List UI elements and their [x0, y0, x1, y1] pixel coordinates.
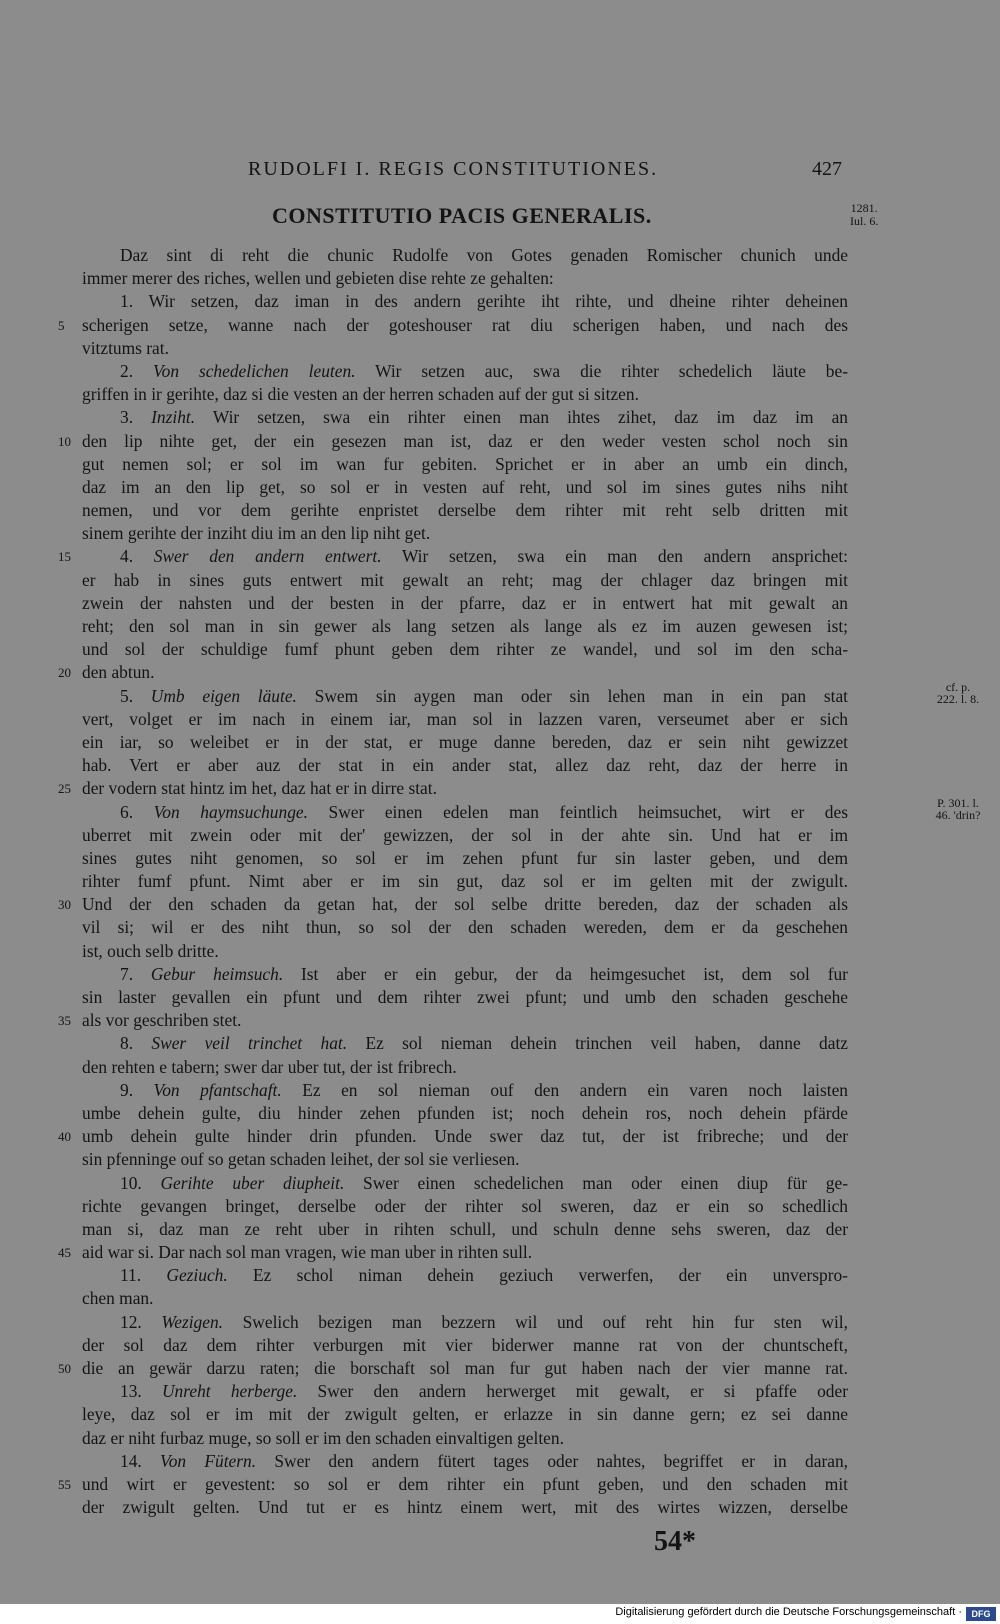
- text-line: [82, 522, 848, 545]
- text-span: leye, daz sol er im mit der zwigult gelten, er erlazze in sin danne gern; ez sei danne: [82, 1404, 848, 1425]
- line-number: 25: [58, 781, 71, 797]
- text-line: [82, 1102, 848, 1125]
- text-span: immer merer des riches, wellen und gebieten dise rehte ze gehalten:: [82, 268, 554, 289]
- text-span: Swelich bezigen man bezzern wil und ouf reht hin fur sten wil,: [223, 1311, 848, 1332]
- text-line: [82, 476, 848, 499]
- text-span: Swer den andern fütert tages oder nahtes, begriffet er in daran,: [256, 1450, 848, 1471]
- footer-credit: Digitalisierung gefördert durch die Deutsche Forschungsgemeinschaft ·: [615, 1606, 962, 1618]
- text-span: 5.: [120, 685, 151, 706]
- text-line: [58, 893, 848, 916]
- running-title: RUDOLFI I. REGIS CONSTITUTIONES.: [248, 158, 659, 180]
- text-span: daz er niht furbaz muge, so soll er im den schaden einvaltigen gelten.: [82, 1427, 564, 1448]
- text-span: vitztums rat.: [82, 337, 169, 358]
- text-line: [58, 430, 848, 453]
- text-span: hab. Vert er aber auz der stat in ein ander stat, allez daz reht, daz der herre in: [82, 755, 848, 776]
- text-line: [82, 731, 848, 754]
- text-line: [58, 777, 848, 800]
- text-line: [82, 824, 848, 847]
- text-span: 3.: [120, 407, 152, 428]
- text-span: nemen, und vor dem gerihte enpristet derselbe dem rihter mit reht selb dritten mit: [82, 500, 848, 521]
- text-span: der sol daz dem rihter verburgen mit vier biderwer manne rat von der chuntscheft,: [82, 1334, 848, 1355]
- text-span: Swer den andern herwerget mit gewalt, er si pfaffe oder: [297, 1381, 848, 1402]
- line-number: 20: [58, 665, 71, 681]
- text-span: sines gutes niht genomen, so sol er im zehen pfunt fur sin laster geben, und dem: [82, 847, 848, 868]
- text-span: vert, volget er im nach in einem iar, man sol in lazzen varen, verseumet aber er sich: [82, 708, 848, 729]
- text-span: umb dehein gulte hinder drin pfunden. Unde swer daz tut, der ist fribreche; und der: [82, 1126, 848, 1147]
- line-number: 40: [58, 1129, 71, 1145]
- text-span: sin laster gevallen ein pfunt und dem rihter zwei pfunt; und umb den schaden geschehe: [82, 987, 848, 1007]
- text-span: Wir setzen, swa ein rihter einen man ihtes zihet, daz im daz im an: [195, 407, 848, 428]
- text-span: Ist aber er ein gebur, der da heimgesuchet ist, dem sol fur: [283, 963, 848, 984]
- text-span: 8.: [120, 1033, 152, 1054]
- text-span: den abtun.: [82, 662, 155, 683]
- margin-note: P. 301. l. 46. 'drin?: [935, 795, 981, 822]
- text-span: der vodern stat hintz im het, daz hat er in dirre stat.: [82, 778, 437, 799]
- text-line: [82, 383, 848, 406]
- text-span: als vor geschriben stet.: [82, 1010, 242, 1031]
- text-line: [82, 685, 848, 708]
- text-span: die an gewär darzu raten; die borschaft sol man fur gut haben nach der vier manne rat.: [82, 1358, 848, 1378]
- text-line: [58, 661, 848, 684]
- text-span: sin pfenninge ouf so getan schaden leihet, der sol sie verliesen.: [82, 1149, 520, 1170]
- text-span: 12.: [120, 1311, 162, 1332]
- rubric-heading: Inziht.: [151, 407, 196, 428]
- text-span: vil si; wil er des niht thun, so sol der den schaden wereden, dem er da geschehen: [82, 917, 848, 938]
- text-line: [82, 1450, 848, 1473]
- text-span: 10.: [120, 1172, 161, 1193]
- margin-note: cf. p. 222. l. 8.: [936, 679, 980, 706]
- text-span: umbe dehein gulte, diu hinder zehen pfunden ist; noch dehein ros, noch dehein pfärde: [82, 1102, 848, 1123]
- text-span: scherigen setze, wanne nach der goteshouser rat diu scherigen haben, und nach des: [82, 314, 848, 335]
- date-year: 1281.: [850, 201, 878, 215]
- text-span: 1. Wir setzen, daz iman in des andern gerihte iht rihte, und dheine rihter deheinen: [120, 291, 848, 312]
- footer-bar: [0, 1604, 1000, 1624]
- text-line: [82, 267, 848, 290]
- text-span: richte gevangen bringet, derselbe oder der rihter sol sweren, daz er ein so schedlich: [82, 1195, 848, 1216]
- line-number: 15: [58, 549, 71, 565]
- text-span: Daz sint di reht die chunic Rudolfe von Gotes genaden Romischer chunich unde: [120, 245, 848, 265]
- text-line: [82, 592, 848, 615]
- text-span: Ez sol nieman dehein trinchen veil haben, danne datz: [347, 1033, 848, 1054]
- text-span: Ez en sol nieman ouf den andern ein varen noch laisten: [281, 1079, 849, 1100]
- text-line: [82, 1334, 848, 1357]
- text-span: 2.: [120, 360, 153, 381]
- text-span: 11.: [120, 1265, 167, 1286]
- text-line: [82, 1218, 848, 1241]
- page-number: 427: [812, 158, 842, 180]
- text-line: [82, 1172, 848, 1195]
- text-span: er hab in sines guts entwert mit gewalt an reht; mag der chlager daz bringen mit: [82, 569, 848, 590]
- text-line: [58, 1009, 848, 1032]
- line-number: 50: [58, 1361, 71, 1376]
- text-span: den lip nihte get, der ein gesezen man ist, daz er den weder vesten schol noch sin: [82, 430, 848, 451]
- text-line: [58, 1473, 848, 1496]
- text-span: sinem gerihte der inziht diu im an den lip niht get.: [82, 523, 431, 544]
- rubric-heading: Geziuch.: [166, 1265, 228, 1286]
- text-span: man si, daz man ze reht uber in rihten schull, und schuln denne sehs sweren, daz der: [82, 1218, 848, 1239]
- text-span: Swem sin aygen man oder sin lehen man in ein pan stat: [296, 685, 848, 706]
- text-line: [82, 453, 848, 476]
- text-span: 13.: [120, 1381, 162, 1402]
- text-span: Wir setzen auc, swa die rihter schedelich läute be-: [355, 360, 848, 381]
- text-span: Und der den schaden da getan hat, der sol selbe dritte bereden, daz der schaden als: [82, 894, 848, 915]
- text-line: [82, 1403, 848, 1426]
- text-span: aid war si. Dar nach sol man vragen, wie man uber in rihten sull.: [82, 1242, 533, 1263]
- text-line: [58, 314, 848, 337]
- text-line: [82, 708, 848, 731]
- line-number: 30: [58, 897, 71, 913]
- text-span: griffen in ir gerihte, daz si die vesten an der herren schaden auf der gut si sitzen.: [82, 384, 639, 405]
- text-line: [82, 1496, 848, 1519]
- text-body: [58, 244, 981, 1519]
- text-line: [82, 337, 848, 360]
- rubric-heading: Gerihte uber diupheit.: [160, 1172, 345, 1193]
- text-span: 4.: [120, 546, 154, 567]
- running-head: [0, 158, 1000, 190]
- text-line: [82, 1056, 848, 1079]
- line-number: 10: [58, 433, 71, 449]
- text-line: [82, 940, 848, 963]
- text-span: Swer einen schedelichen man oder einen diup für ge-: [344, 1172, 848, 1193]
- text-line: [82, 1032, 848, 1055]
- text-line: [82, 986, 848, 1009]
- text-line: [82, 1287, 848, 1310]
- text-span: und wirt er gevestent: so sol er dem rihter ein pfunt geben, und den schaden mit: [82, 1473, 848, 1494]
- text-span: zwein der nahsten und der besten in der pfarre, daz er in entwert hat mit gewalt an: [82, 592, 848, 613]
- rubric-heading: Swer den andern entwert.: [153, 546, 382, 567]
- rubric-heading: Wezigen.: [161, 1311, 224, 1332]
- text-line: [82, 290, 848, 313]
- signature-mark: 54*: [654, 1526, 696, 1557]
- text-line: [82, 499, 848, 522]
- text-span: rihter fumf pfunt. Nimt aber er im sin gut, daz sol er im gelten mit der zwigult.: [82, 871, 848, 892]
- text-line: [82, 1427, 848, 1450]
- text-span: Wir setzen, swa ein man den andern ansprichet:: [381, 546, 849, 567]
- text-line: [82, 963, 848, 986]
- date-day: Iul. 6.: [850, 214, 879, 228]
- rubric-heading: Von haymsuchunge.: [153, 801, 308, 822]
- text-line: [82, 754, 848, 777]
- text-line: [58, 1241, 848, 1264]
- text-span: den rehten e tabern; swer dar uber tut, der ist fribrech.: [82, 1056, 457, 1077]
- text-span: ist, ouch selb dritte.: [82, 940, 219, 961]
- rubric-heading: Gebur heimsuch.: [150, 963, 284, 984]
- date-note: [850, 202, 878, 228]
- line-number: 5: [58, 317, 65, 333]
- text-span: und sol der schuldige fumf phunt geben dem rihter ze wandel, und sol im den scha-: [82, 639, 848, 660]
- text-line: [82, 615, 848, 638]
- rubric-heading: Unreht herberge.: [161, 1381, 298, 1402]
- rubric-heading: Von schedelichen leuten.: [152, 360, 356, 381]
- line-number: 45: [58, 1245, 71, 1261]
- text-span: reht; den sol man in sin gewer als lang setzen als lange als ez im auzen gewesen ist;: [82, 616, 848, 636]
- text-line: [82, 1380, 848, 1403]
- text-span: daz im an den lip get, so sol er in vesten auf reht, und sol im sines gutes nihs niht: [82, 476, 848, 497]
- section-title: CONSTITUTIO PACIS GENERALIS.: [272, 203, 652, 228]
- text-line: [82, 1148, 848, 1171]
- text-line: [82, 1311, 848, 1334]
- text-line: [82, 244, 848, 267]
- text-span: ein iar, so weleibet er in der stat, er muge danne bereden, daz er sein niht gewizzet: [82, 731, 848, 752]
- text-span: der zwigult gelten. Und tut er es hintz einem wert, mit des wirtes wizzen, derselbe: [82, 1497, 848, 1518]
- rubric-heading: Swer veil trinchet hat.: [151, 1033, 348, 1054]
- rubric-heading: Umb eigen läute.: [150, 685, 297, 706]
- text-span: uberret mit zwein oder mit der' gewizzen, der sol in der ahte sin. Und hat er im: [82, 824, 848, 845]
- text-span: Swer einen edelen man feintlich heimsuchet, wirt er des: [307, 801, 848, 822]
- dfg-logo: DFG: [966, 1607, 996, 1621]
- text-line: [82, 916, 848, 939]
- line-number: 35: [58, 1013, 71, 1029]
- text-span: gut nemen sol; er sol im wan fur gebiten. Sprichet er in aber an umb ein dinch,: [82, 453, 848, 474]
- text-line: [82, 847, 848, 870]
- text-line: [82, 1264, 848, 1287]
- text-line: [82, 1079, 848, 1102]
- text-line: [82, 870, 848, 893]
- text-span: 14.: [120, 1450, 161, 1471]
- text-span: 6.: [120, 801, 154, 822]
- rubric-heading: Von pfantschaft.: [153, 1079, 282, 1100]
- text-line: [82, 638, 848, 661]
- rubric-heading: Von Fütern.: [160, 1450, 257, 1471]
- text-span: chen man.: [82, 1288, 154, 1309]
- text-line: [82, 801, 848, 824]
- text-line: [82, 406, 848, 429]
- text-span: Ez schol niman dehein geziuch verwerfen, der ein unverspro-: [227, 1265, 848, 1286]
- line-number: 55: [58, 1476, 71, 1492]
- text-line: [82, 569, 848, 592]
- text-line: [58, 1125, 848, 1148]
- text-line: [58, 1357, 848, 1380]
- text-span: 7.: [120, 963, 151, 984]
- text-line: [58, 545, 849, 568]
- text-line: [82, 360, 848, 383]
- text-line: [82, 1195, 848, 1218]
- text-span: 9.: [120, 1079, 154, 1100]
